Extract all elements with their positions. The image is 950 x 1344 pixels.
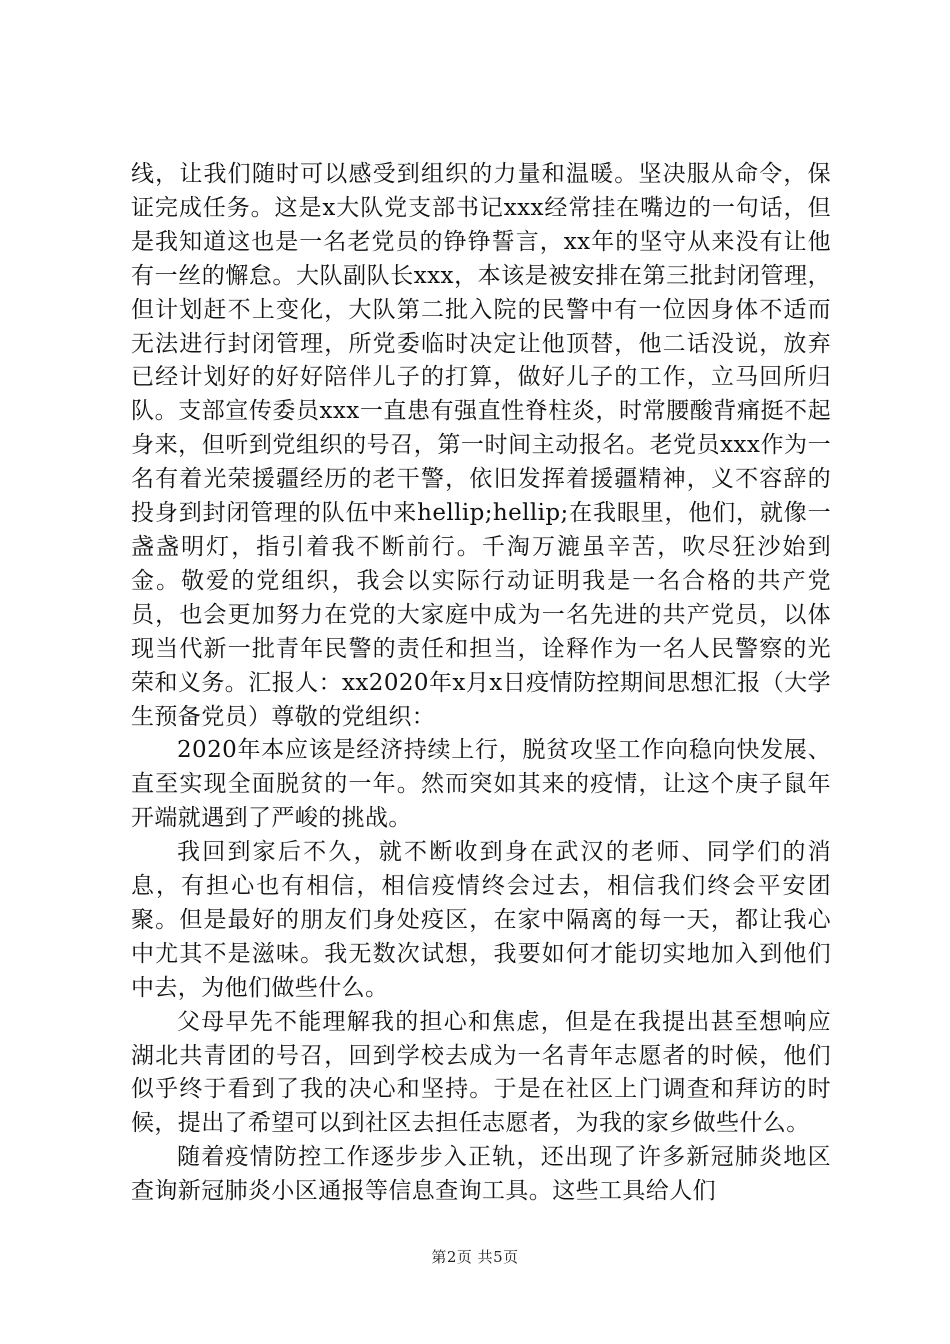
paragraph-2: 2020年本应该是经济持续上行，脱贫攻坚工作向稳向快发展、直至实现全面脱贫的一年。然而突如其来的疫情，让这个庚子鼠年开端就遇到了严峻的挑战。: [131, 737, 831, 832]
document-body: [131, 158, 831, 1209]
paragraph-3: 我回到家后不久，就不断收到身在武汉的老师、同学们的消息，有担心也有相信，相信疫情终会过去，相信我们终会平安团聚。但是最好的朋友们身处疫区，在家中隔离的每一天，都让我心中尤其不是滋味。我无数次试想，我要如何才能切实地加入到他们中去，为他们做些什么。: [131, 839, 831, 1001]
paragraph-5: 随着疫情防控工作逐步步入正轨，还出现了许多新冠肺炎地区查询新冠肺炎小区通报等信息查询工具。这些工具给人们: [131, 1144, 831, 1205]
paragraph-4: 父母早先不能理解我的担心和焦虑，但是在我提出甚至想响应湖北共青团的号召，回到学校去成为一名青年志愿者的时候，他们似乎终于看到了我的决心和坚持。于是在社区上门调查和拜访的时候，提出了希望可以到社区去担任志愿者，为我的家乡做些什么。: [131, 1008, 831, 1137]
paragraph-1: 线，让我们随时可以感受到组织的力量和温暖。坚决服从命令，保证完成任务。这是x大队党支部书记xxx经常挂在嘴边的一句话，但是我知道这也是一名老党员的铮铮誓言，xx年的坚守从来没有让他有一丝的懈怠。大队副队长xxx，本该是被安排在第三批封闭管理，但计划赶不上变化，大队第二批入院的民警中有一位因身体不适而无法进行封闭管理，所党委临时决定让他顶替，他二话没说，放弃已经计划好的好好陪伴儿子的打算，做好儿子的工作，立马回所归队。支部宣传委员xxx一直患有强直性脊柱炎，时常腰酸背痛挺不起身来，但听到党组织的号召，第一时间主动报名。老党员xxx作为一名有着光荣援疆经历的老干警，依旧发挥着援疆精神，义不容辞的投身到封闭管理的队伍中来hellip;hellip;在我眼里，他们，就像一盏盏明灯，指引着我不断前行。千淘万漉虽辛苦，吹尽狂沙始到金。敬爱的党组织，我会以实际行动证明我是一名合格的共产党员，也会更加努力在党的大家庭中成为一名先进的共产党员，以体现当代新一批青年民警的责任和担当，诠释作为一名人民警察的光荣和义务。汇报人：xx2020年x月x日疫情防控期间思想汇报（大学生预备党员）尊敬的党组织：: [131, 161, 831, 730]
page-number-footer: 第2页 共5页: [431, 1248, 519, 1266]
